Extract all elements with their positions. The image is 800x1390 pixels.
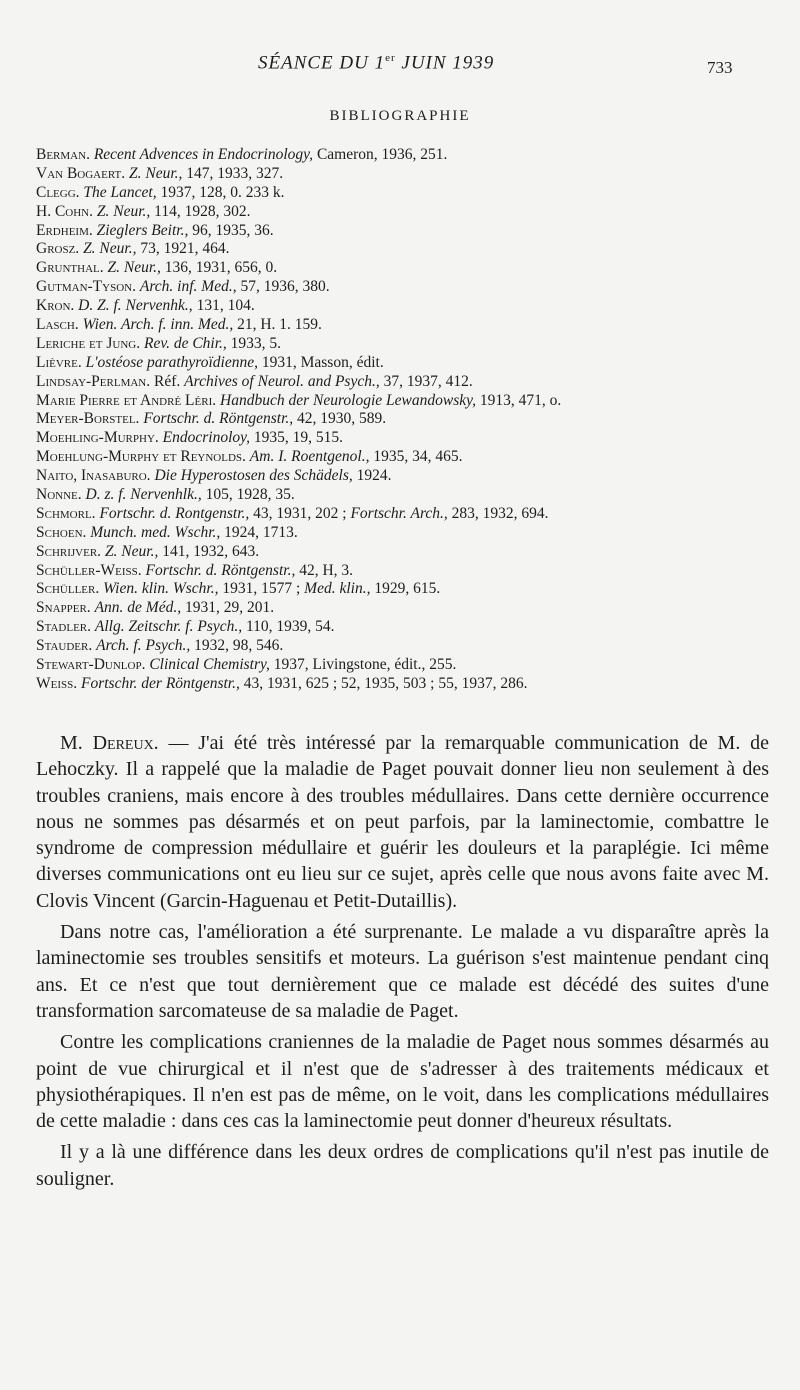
entry-author: Berman. [36,146,90,163]
entry-author: Kron. [36,297,75,315]
entry-title: Wien. klin. Wschr., [103,580,219,598]
entry-details: 21, H. 1. 159. [233,316,322,334]
entry-title: Am. I. Roentgenol., [249,448,370,466]
entry-title: Fortschr. d. Röntgenstr., [143,410,294,428]
entry-details: 1931, 1577 ; [218,580,305,598]
entry-title: Endocrinoloy, [162,429,251,447]
bibliography-entry [36,580,776,599]
bibliography-entry [36,146,776,165]
entry-author: H. Cohn. [36,202,93,220]
entry-title: Ann. de Méd., [94,599,182,617]
entry-details: 1937, Livingstone, édit., 255. [269,656,457,674]
entry-details: 1935, 34, 465. [369,448,463,466]
entry-author: Moehling-Murphy. [36,429,159,447]
bibliography-entry [36,335,776,354]
entry-title: The Lancet, [83,183,157,201]
entry-title: D. z. f. Nervenhlk., [85,486,202,504]
entry-author: Van Bogaert. [36,164,126,182]
entry-title-2: Fortschr. Arch., [350,504,448,522]
bibliography-entry [36,637,776,656]
entry-title: L'ostéose parathyroïdienne, [85,353,258,371]
entry-author: Stauder. [36,637,93,655]
entry-details: 1913, 471, o. [476,391,562,409]
entry-details: 1933, 5. [226,334,282,352]
entry-author: Schüller-Weiss. [36,561,142,579]
entry-author: Grosz. [36,240,80,258]
entry-details: 131, 104. [192,297,255,315]
bibliography-entry [36,599,776,618]
entry-details: Réf. [154,372,185,390]
entry-details: 96, 1935, 36. [188,221,274,239]
bibliography-entry [36,562,776,581]
entry-details-2: 283, 1932, 694. [447,504,549,522]
entry-details: 136, 1931, 656, 0. [160,259,278,277]
entry-title: Z. Neur., [83,240,137,258]
entry-author: Grunthal. [36,259,104,277]
entry-title-2: Archives of Neurol. and Psych., [184,372,380,390]
entry-title: Wien. Arch. f. inn. Med., [82,316,234,334]
entry-author: Moehlung-Murphy et Reynolds. [36,448,246,466]
entry-title: Arch. inf. Med., [139,278,237,296]
entry-details-2: 37, 1937, 412. [379,372,473,390]
entry-author: Leriche et Jung. [36,334,141,352]
bibliography-entry [36,222,776,241]
bibliography-entry [36,316,776,335]
entry-details: 43, 1931, 625 ; 52, 1935, 503 ; 55, 1937, 286. [239,674,528,692]
bibliography-entry [36,448,776,467]
bibliography-entry [36,392,776,411]
entry-author: Erdheim. [36,221,93,239]
entry-details: 1924. [352,467,392,485]
entry-author: Nonne. [36,486,82,504]
entry-details: 1931, 29, 201. [181,599,275,617]
bibliography-entry [36,165,776,184]
entry-title: Z. Neur., [104,542,159,560]
entry-title: Recent Advences in Endocrinology, [93,146,314,163]
bibliography-entry [36,259,776,278]
entry-details: 147, 1933, 327. [182,164,284,182]
entry-details: 1931, Masson, édit. [257,353,384,371]
entry-details: 105, 1928, 35. [201,486,295,504]
entry-title: D. Z. f. Nervenhk., [78,297,193,315]
entry-details: 73, 1921, 464. [136,240,230,258]
entry-author: Lasch. [36,316,79,334]
entry-details: 57, 1936, 380. [236,278,330,296]
entry-author: Weiss. [36,674,78,692]
entry-details: 110, 1939, 54. [242,618,335,636]
entry-title: Z. Neur., [129,164,183,182]
running-head [0,52,800,82]
bibliography-entry [36,278,776,297]
entry-author: Meyer-Borstel. [36,410,140,428]
bibliography-entry [36,656,776,675]
entry-details: 42, 1930, 589. [293,410,387,428]
entry-author: Clegg. [36,183,80,201]
entry-details: 42, H, 3. [295,561,354,579]
entry-details: 1937, 128, 0. 233 k. [156,183,285,201]
bibliography-entry [36,618,776,637]
entry-author: Gutman-Tyson. [36,278,136,296]
bibliography-entry [36,297,776,316]
entry-details: 1932, 98, 546. [190,637,284,655]
entry-details: 1924, 1713. [220,523,298,541]
entry-author: Schmorl. [36,504,96,522]
entry-author: Stewart-Dunlop. [36,656,146,674]
entry-title: Fortschr. d. Röntgenstr., [145,561,296,579]
bibliography-entry [36,524,776,543]
entry-title: Z. Neur., [107,259,161,277]
entry-title: Allg. Zeitschr. f. Psych., [94,618,243,636]
bibliography-entry [36,467,776,486]
entry-title: Fortschr. der Röntgenstr., [81,674,240,692]
entry-title: Munch. med. Wschr., [90,523,221,541]
speaker-name: M. Dereux. [60,732,159,754]
bibliography-entry [36,373,776,392]
paragraph-2: Dans notre cas, l'amélioration a été surprenante. Le malade a vu disparaître après la laminectomie ses troubles sensitifs et moteurs. La guérison s'est maintenue pendant cinq ans. Et ce n'est que tout dernièrement que ce malade est décédé des suites d'une transformation sarcomateuse de sa maladie de Paget. [36,921,769,1022]
bibliography-entry [36,675,776,694]
entry-title: Zieglers Beitr., [96,221,189,239]
paragraph-4: Il y a là une différence dans les deux ordres de complications qu'il n'est pas inutile de souligner. [36,1141,769,1190]
entry-author: Schrijver. [36,542,102,560]
entry-title: Arch. f. Psych., [96,637,191,655]
entry-author: Schoen. [36,523,87,541]
entry-details: 114, 1928, 302. [150,202,251,220]
bibliography-entry [36,410,776,429]
entry-title: Rev. de Chir., [144,334,227,352]
entry-author: Lièvre. [36,353,82,371]
entry-details: Cameron, 1936, 251. [313,146,448,163]
entry-author: Schüller. [36,580,100,598]
page-number: 733 [707,58,733,77]
bibliography-entry [36,240,776,259]
bibliography-entry [36,486,776,505]
entry-details: 1935, 19, 515. [250,429,344,447]
entry-title: Die Hyperostosen des Schädels, [154,467,353,485]
entry-title: Clinical Chemistry, [149,656,270,674]
bibliography-entry [36,543,776,562]
entry-details: 43, 1931, 202 ; [249,504,351,522]
entry-author: Stadler. [36,618,91,636]
entry-details: 141, 1932, 643. [158,542,260,560]
entry-details-2: 1929, 615. [370,580,441,598]
entry-author: Lindsay-Perlman. [36,372,151,390]
paragraph-1: M. Dereux. — J'ai été très intéressé par la remarquable communication de M. de Lehoczky. Il a rappelé que la maladie de Paget pouvait donner lieu non seulement à des troubles craniens, mais encore à des troubles médullaires. Dans cette dernière occurrence nous ne sommes pas désarmés et on peut parfois, par la laminectomie, combattre le syndrome de compression médullaire et guérir les douleurs et la paraplégie. Ici même diverses communications ont eu lieu sur ce sujet, après celle que nous avons faite avec M. Clovis Vincent (Garcin-Haguenau et Petit-Dutaillis). [36,732,770,912]
bibliography-list [36,146,776,694]
entry-title: Z. Neur., [96,202,151,220]
bibliography-entry [36,203,776,222]
bibliography-entry [36,184,776,203]
running-title: SÉANCE DU 1er JUIN 1939 [258,52,495,74]
entry-author: Marie Pierre et André Léri. [36,391,217,409]
entry-title: Handbuch der Neurologie Lewandowsky, [220,391,477,409]
bibliography-entry [36,354,776,373]
discussion-text [36,730,769,1197]
paragraph-3: Contre les complications craniennes de la maladie de Paget nous sommes désarmés au point de vue chirurgical et il n'est que de s'adresser à des traitements médicaux et physiothérapiques. Il n'en est pas de même, on le voit, dans les complications médullaires de cette maladie : dans ces cas la laminectomie peut donner d'heureux résultats. [36,1031,769,1133]
entry-author: Naito, Inasaburo. [36,467,151,485]
bibliography-entry [36,505,776,524]
entry-title-2: Med. klin., [304,580,371,598]
entry-title: Fortschr. d. Rontgenstr., [99,504,250,522]
bibliography-entry [36,429,776,448]
bibliography-heading: BIBLIOGRAPHIE [329,108,471,124]
entry-author: Snapper. [36,599,91,617]
